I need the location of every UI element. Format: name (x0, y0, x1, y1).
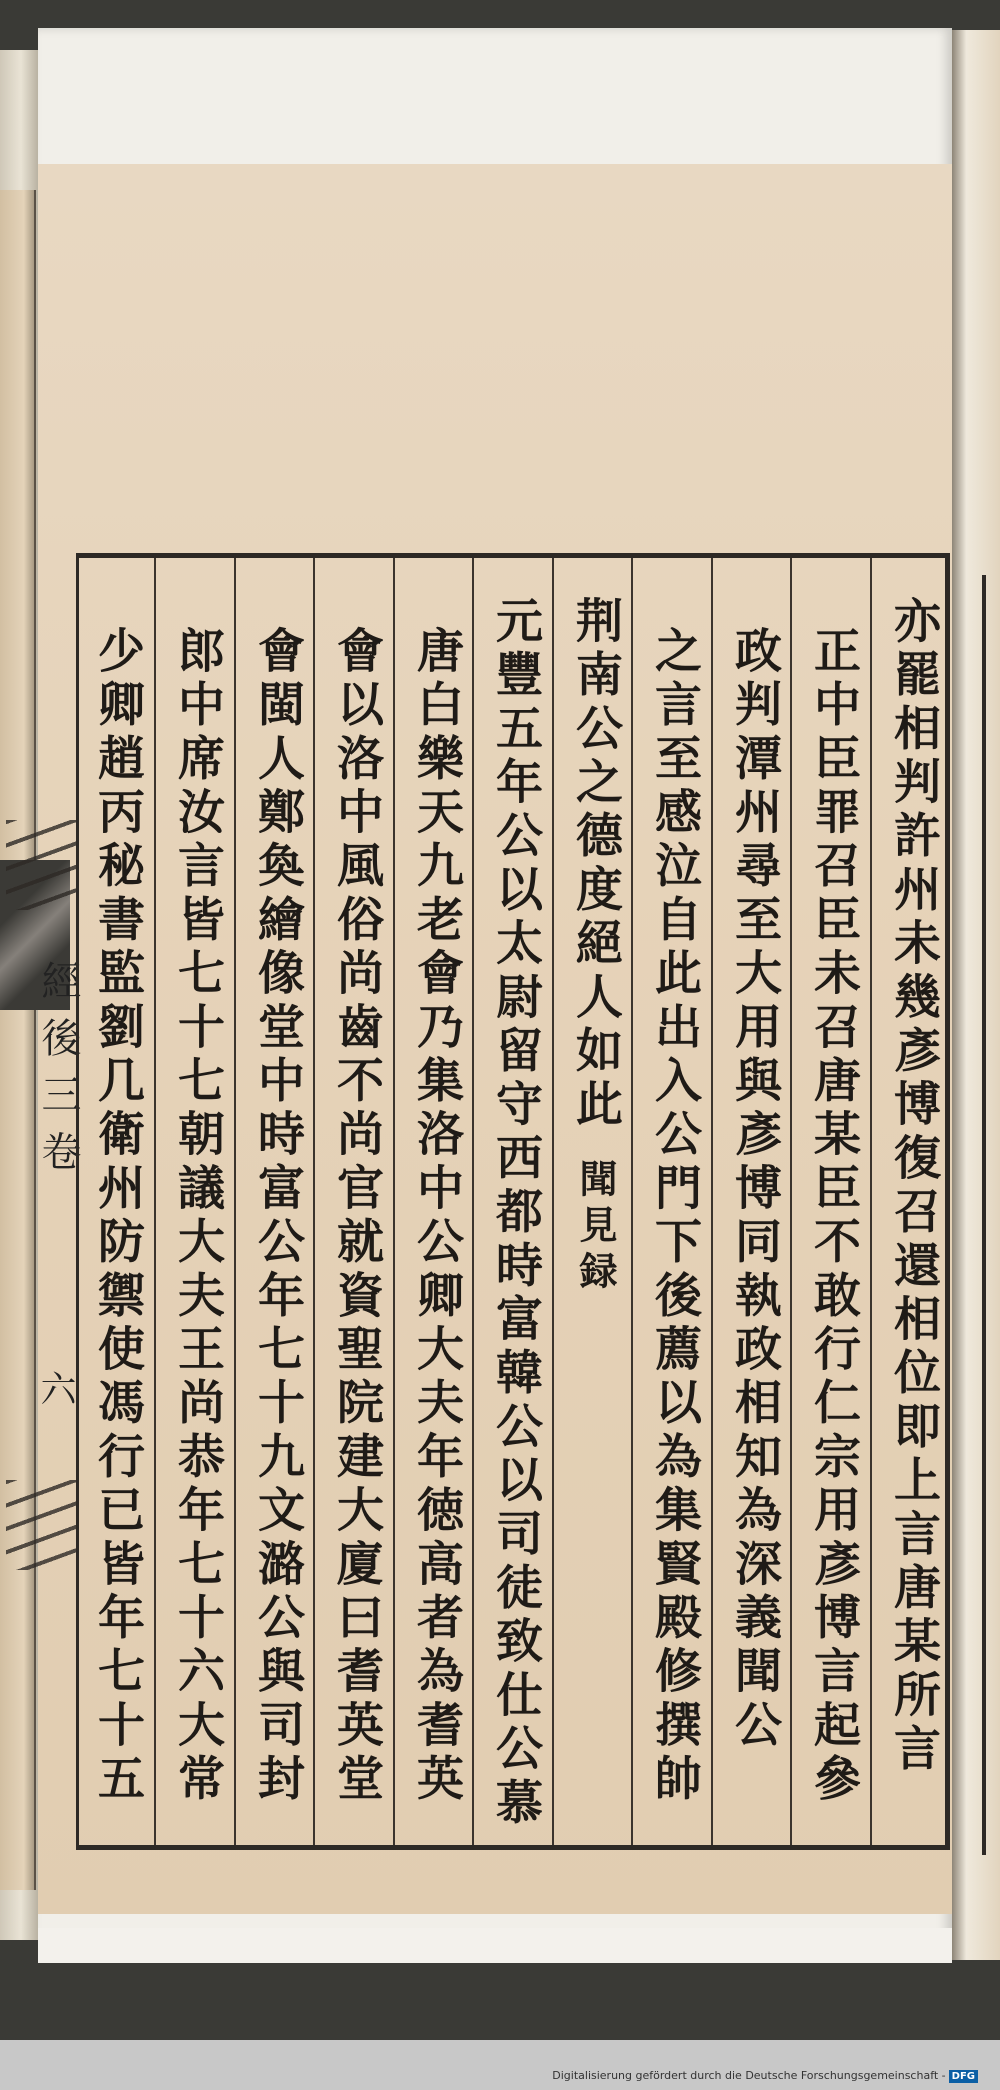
text-column-9: 會閩人鄭奐繪像堂中時富公年七十九文潞公與司封 (250, 626, 305, 1808)
printed-text-frame (76, 553, 950, 1850)
text-column-4: 之言至感泣自此出入公門下後薦以為集賢殿修撰帥 (647, 626, 702, 1808)
text-column-1: 亦罷相判許州未幾彥博復召還相位即上言唐某所言 (886, 596, 941, 1778)
footer-credit-text: Digitalisierung gefördert durch die Deutsche Forschungsgemeinschaft - (552, 2069, 946, 2082)
dfg-logo[interactable]: DFG (949, 2070, 978, 2083)
text-column-8: 會以洛中風俗尚齒不尚官就資聖院建大廈曰耆英堂 (329, 626, 384, 1808)
gutter-wave-mark-bottom (6, 1480, 76, 1570)
text-column-7: 唐白樂天九老會乃集洛中公卿大夫年徳高者為耆英 (409, 626, 464, 1808)
text-column-2: 正中臣罪召臣未召唐某臣不敢行仁宗用彥博言起參 (806, 626, 861, 1808)
page-bottom-margin (38, 1928, 952, 1963)
source-note: 聞見録 (573, 1159, 618, 1297)
gutter-title: 經 後 三 卷 (35, 960, 81, 1173)
next-page-frame-edge (982, 575, 1000, 1855)
text-column-10: 郎中席汝言皆七十七朝議大夫王尚恭年七十六大常 (170, 626, 225, 1808)
text-column-6: 元豐五年公以太尉留守西都時富韓公以司徒致仕公慕 (488, 596, 543, 1832)
text-column-5-main: 荆南公之德度絕人如此 (568, 596, 623, 1133)
gutter-wave-mark-top (6, 820, 76, 910)
footer-credit (552, 2069, 978, 2083)
text-column-3: 政判潭州尋至大用與彥博同執政相知為深義聞公 (727, 626, 782, 1754)
text-column-5 (555, 596, 635, 1297)
text-column-11: 少卿趙丙秘書監劉几衛州防禦使馮行已皆年七十五 (90, 626, 145, 1808)
gutter-page-number: 六 (35, 1370, 76, 1406)
